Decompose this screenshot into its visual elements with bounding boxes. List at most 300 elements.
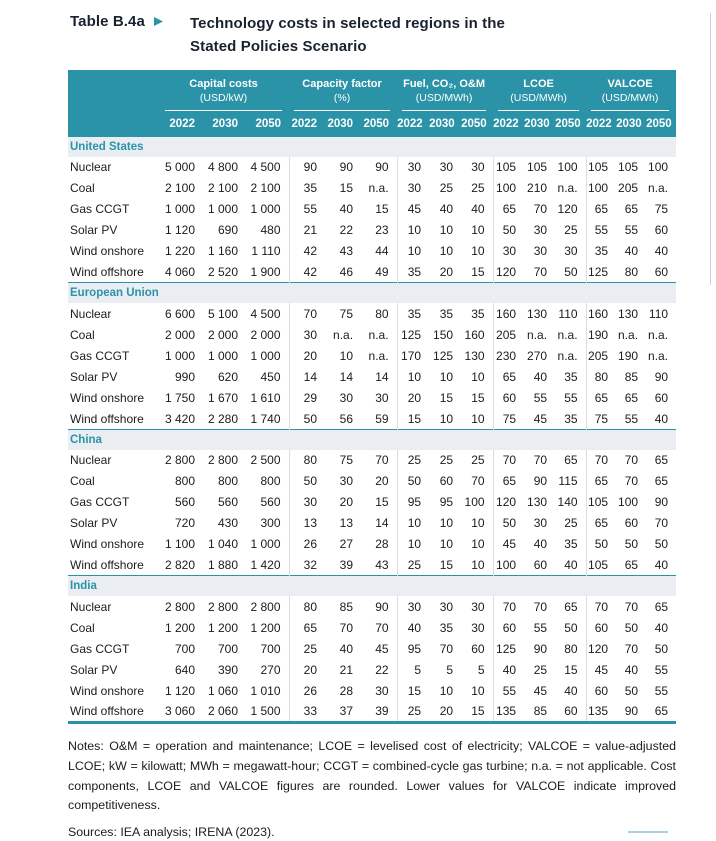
- table-row: [68, 241, 676, 262]
- value-cell: 65: [586, 471, 616, 492]
- value-cell: 46: [339, 265, 354, 280]
- column-group-unit: (USD/MWh): [510, 91, 567, 104]
- value-cell: 105: [586, 157, 616, 178]
- value-cell: 45: [493, 534, 524, 555]
- value-cell: 65: [564, 453, 578, 468]
- value-cell: 39: [339, 558, 354, 573]
- value-cell: 22: [375, 662, 389, 677]
- value-cell: 22: [339, 223, 354, 238]
- value-cell: 95: [439, 495, 454, 510]
- page-edge-line: [710, 13, 711, 285]
- column-group-name: Capital costs: [189, 78, 258, 90]
- value-cell: 14: [289, 366, 325, 387]
- value-cell: 1 750: [164, 390, 195, 405]
- value-cell: 50: [493, 220, 524, 241]
- value-cell: 60: [624, 516, 639, 531]
- value-cell: 2 500: [250, 453, 281, 468]
- value-cell: 560: [217, 495, 238, 510]
- value-cell: 70: [493, 596, 524, 617]
- year-header: 2022: [493, 111, 524, 137]
- value-cell: 30: [289, 324, 325, 345]
- value-cell: 800: [260, 474, 281, 489]
- value-cell: 1 000: [250, 348, 281, 363]
- value-cell: 20: [375, 474, 389, 489]
- table-row: [68, 450, 676, 471]
- value-cell: 14: [375, 369, 389, 384]
- year-header: 2030: [325, 111, 361, 137]
- row-label: Solar PV: [70, 223, 118, 238]
- value-cell: 80: [375, 306, 389, 321]
- value-cell: 35: [564, 537, 578, 552]
- value-cell: 55: [624, 411, 639, 426]
- value-cell: 65: [564, 599, 578, 614]
- value-cell: 120: [493, 262, 524, 283]
- value-cell: 390: [217, 662, 238, 677]
- value-cell: 26: [289, 680, 325, 701]
- value-cell: 690: [217, 223, 238, 238]
- row-label: Wind onshore: [70, 390, 145, 405]
- value-cell: 21: [289, 220, 325, 241]
- table-row: [68, 471, 676, 492]
- value-cell: 40: [654, 244, 669, 259]
- value-cell: 1 100: [164, 537, 195, 552]
- value-cell: 105: [618, 160, 639, 175]
- column-group-header: [160, 70, 289, 111]
- row-label: Nuclear: [70, 453, 112, 468]
- year-header: 2050: [361, 111, 397, 137]
- value-cell: 700: [174, 641, 195, 656]
- table-row: [68, 303, 676, 324]
- value-cell: 20: [397, 387, 429, 408]
- value-cell: 50: [289, 408, 325, 429]
- value-cell: 160: [586, 303, 616, 324]
- value-cell: 55: [654, 683, 669, 698]
- value-cell: 90: [533, 641, 548, 656]
- value-cell: 65: [586, 387, 616, 408]
- value-cell: 2 800: [164, 453, 195, 468]
- value-cell: 1 060: [207, 683, 238, 698]
- value-cell: 130: [527, 495, 548, 510]
- report-page: [0, 13, 716, 841]
- table-row: [68, 387, 676, 408]
- value-cell: 800: [174, 474, 195, 489]
- value-cell: 135: [586, 701, 616, 723]
- value-cell: 100: [648, 160, 669, 175]
- row-label: Solar PV: [70, 369, 118, 384]
- value-cell: 30: [289, 492, 325, 513]
- value-cell: 70: [533, 202, 548, 217]
- section-header-united-states: United States: [68, 137, 676, 157]
- value-cell: 65: [654, 599, 669, 614]
- value-cell: 15: [375, 495, 389, 510]
- value-cell: 55: [533, 620, 548, 635]
- value-cell: 2 000: [164, 327, 195, 342]
- value-cell: 25: [397, 555, 429, 576]
- row-label: Nuclear: [70, 160, 112, 175]
- year-header: 2030: [203, 111, 246, 137]
- value-cell: 39: [375, 704, 389, 719]
- value-cell: 110: [558, 306, 578, 321]
- value-cell: 30: [397, 596, 429, 617]
- value-cell: 20: [339, 495, 354, 510]
- row-label: Coal: [70, 327, 95, 342]
- value-cell: n.a.: [618, 327, 639, 342]
- value-cell: 50: [654, 537, 669, 552]
- value-cell: 5: [477, 662, 485, 677]
- value-cell: 30: [471, 160, 485, 175]
- value-cell: 29: [289, 387, 325, 408]
- table-row: [68, 701, 676, 723]
- value-cell: 15: [439, 558, 454, 573]
- value-cell: 25: [397, 701, 429, 723]
- value-cell: 40: [624, 244, 639, 259]
- year-header: 2050: [646, 111, 676, 137]
- table-row: [68, 199, 676, 220]
- column-group-name: Fuel, CO₂, O&M: [403, 78, 485, 90]
- value-cell: 105: [493, 157, 524, 178]
- value-cell: 1 420: [250, 558, 281, 573]
- value-cell: 130: [527, 306, 548, 321]
- value-cell: 15: [439, 390, 454, 405]
- value-cell: 60: [654, 265, 669, 280]
- row-label: Nuclear: [70, 599, 112, 614]
- value-cell: 55: [624, 223, 639, 238]
- value-cell: 70: [493, 450, 524, 471]
- value-cell: 1 670: [207, 390, 238, 405]
- value-cell: n.a.: [368, 348, 389, 363]
- value-cell: 5: [446, 662, 454, 677]
- value-cell: 55: [586, 220, 616, 241]
- value-cell: 70: [471, 474, 485, 489]
- value-cell: 2 800: [207, 599, 238, 614]
- value-cell: 49: [375, 265, 389, 280]
- value-cell: 1 200: [164, 620, 195, 635]
- table-row: [68, 408, 676, 429]
- value-cell: 65: [654, 453, 669, 468]
- table-caption: [70, 13, 630, 58]
- value-cell: 35: [439, 620, 454, 635]
- header-corner-cell: [68, 111, 160, 137]
- value-cell: 50: [586, 534, 616, 555]
- table-title: [190, 13, 505, 58]
- caption-arrow-icon: [153, 16, 164, 27]
- value-cell: 10: [397, 220, 429, 241]
- value-cell: 50: [493, 513, 524, 534]
- value-cell: 130: [464, 348, 485, 363]
- value-cell: 60: [586, 680, 616, 701]
- value-cell: 30: [471, 599, 485, 614]
- value-cell: 10: [471, 223, 485, 238]
- value-cell: 20: [289, 659, 325, 680]
- column-group-name: VALCOE: [607, 78, 653, 90]
- value-cell: 25: [439, 453, 454, 468]
- value-cell: 40: [654, 411, 669, 426]
- value-cell: 100: [618, 495, 639, 510]
- value-cell: 35: [564, 369, 578, 384]
- value-cell: 65: [289, 617, 325, 638]
- column-group-unit: (USD/kW): [199, 91, 248, 104]
- value-cell: 1 010: [250, 683, 281, 698]
- row-label: Gas CCGT: [70, 348, 130, 363]
- value-cell: 700: [217, 641, 238, 656]
- value-cell: 2 100: [164, 181, 195, 196]
- value-cell: n.a.: [557, 348, 578, 363]
- value-cell: 105: [586, 555, 616, 576]
- value-cell: 40: [493, 659, 524, 680]
- column-group-header: [493, 70, 586, 111]
- row-label: Coal: [70, 620, 95, 635]
- value-cell: 5 000: [164, 160, 195, 175]
- value-cell: 95: [397, 492, 429, 513]
- year-header: 2022: [397, 111, 429, 137]
- value-cell: 30: [397, 157, 429, 178]
- value-cell: 70: [339, 620, 354, 635]
- value-cell: 90: [654, 495, 669, 510]
- value-cell: 270: [527, 348, 548, 363]
- value-cell: 65: [624, 390, 639, 405]
- value-cell: 10: [397, 366, 429, 387]
- table-row: [68, 220, 676, 241]
- value-cell: 40: [564, 558, 578, 573]
- value-cell: 30: [339, 390, 354, 405]
- value-cell: 40: [471, 202, 485, 217]
- value-cell: 160: [464, 327, 485, 342]
- table-row: [68, 596, 676, 617]
- value-cell: 40: [654, 558, 669, 573]
- value-cell: 160: [493, 303, 524, 324]
- value-cell: 1 200: [207, 620, 238, 635]
- value-cell: 1 220: [164, 244, 195, 259]
- value-cell: 30: [439, 599, 454, 614]
- value-cell: 35: [586, 241, 616, 262]
- value-cell: 90: [289, 157, 325, 178]
- row-label: Wind offshore: [70, 558, 144, 573]
- value-cell: 42: [289, 241, 325, 262]
- value-cell: 35: [564, 411, 578, 426]
- value-cell: 40: [339, 202, 354, 217]
- value-cell: 15: [471, 704, 485, 719]
- value-cell: 140: [557, 495, 578, 510]
- value-cell: 65: [624, 558, 639, 573]
- table-container: [68, 70, 676, 724]
- value-cell: 50: [564, 620, 578, 635]
- value-cell: 10: [397, 241, 429, 262]
- value-cell: 80: [586, 366, 616, 387]
- value-cell: 56: [339, 411, 354, 426]
- value-cell: 30: [339, 474, 354, 489]
- row-label: Gas CCGT: [70, 495, 130, 510]
- value-cell: 1 000: [207, 348, 238, 363]
- year-header: 2030: [429, 111, 461, 137]
- value-cell: 20: [439, 265, 454, 280]
- year-header: 2022: [160, 111, 203, 137]
- value-cell: 85: [339, 599, 354, 614]
- table-row: [68, 534, 676, 555]
- year-header: 2030: [616, 111, 646, 137]
- value-cell: 70: [533, 599, 548, 614]
- value-cell: 37: [339, 704, 354, 719]
- value-cell: 150: [433, 327, 454, 342]
- value-cell: 450: [260, 369, 281, 384]
- value-cell: 2 000: [250, 327, 281, 342]
- value-cell: 205: [618, 181, 639, 196]
- value-cell: 35: [439, 306, 454, 321]
- value-cell: 25: [289, 638, 325, 659]
- value-cell: 190: [586, 324, 616, 345]
- value-cell: 10: [471, 537, 485, 552]
- technology-costs-table: [68, 70, 676, 724]
- year-header: 2050: [555, 111, 586, 137]
- value-cell: 50: [564, 265, 578, 280]
- value-cell: 100: [586, 178, 616, 199]
- value-cell: 60: [471, 641, 485, 656]
- column-group-name: LCOE: [523, 78, 554, 90]
- value-cell: 65: [493, 471, 524, 492]
- value-cell: 50: [397, 471, 429, 492]
- value-cell: 75: [654, 202, 669, 217]
- value-cell: n.a.: [648, 181, 669, 196]
- value-cell: n.a.: [648, 348, 669, 363]
- value-cell: 70: [375, 453, 389, 468]
- value-cell: 2 100: [207, 181, 238, 196]
- value-cell: 55: [289, 199, 325, 220]
- table-row: [68, 157, 676, 178]
- column-group-header: [586, 70, 676, 111]
- value-cell: 100: [493, 178, 524, 199]
- value-cell: 40: [339, 641, 354, 656]
- column-group-name: Capacity factor: [302, 78, 382, 90]
- value-cell: 1 110: [251, 244, 281, 259]
- value-cell: 65: [586, 513, 616, 534]
- value-cell: 80: [564, 641, 578, 656]
- value-cell: 190: [618, 348, 639, 363]
- value-cell: 55: [654, 662, 669, 677]
- value-cell: 1 880: [207, 558, 238, 573]
- value-cell: 135: [493, 701, 524, 723]
- value-cell: 3 060: [164, 704, 195, 719]
- value-cell: 25: [397, 450, 429, 471]
- value-cell: 1 160: [207, 244, 238, 259]
- value-cell: 80: [624, 265, 639, 280]
- value-cell: 70: [586, 450, 616, 471]
- value-cell: 205: [586, 345, 616, 366]
- page-corner-mark: [628, 831, 668, 833]
- value-cell: 90: [624, 704, 639, 719]
- value-cell: 85: [624, 369, 639, 384]
- value-cell: 1 000: [250, 537, 281, 552]
- value-cell: 2 280: [207, 411, 238, 426]
- value-cell: 270: [260, 662, 281, 677]
- value-cell: 105: [527, 160, 548, 175]
- value-cell: 60: [654, 223, 669, 238]
- value-cell: 90: [654, 369, 669, 384]
- value-cell: n.a.: [557, 327, 578, 342]
- value-cell: 2 100: [250, 181, 281, 196]
- value-cell: 45: [533, 683, 548, 698]
- value-cell: 10: [471, 244, 485, 259]
- value-cell: 70: [654, 516, 669, 531]
- value-cell: 2 800: [207, 453, 238, 468]
- value-cell: 10: [471, 683, 485, 698]
- value-cell: 40: [397, 617, 429, 638]
- value-cell: 13: [289, 513, 325, 534]
- value-cell: 25: [471, 181, 485, 196]
- header-corner-cell: [68, 70, 160, 111]
- value-cell: 40: [564, 683, 578, 698]
- value-cell: n.a.: [557, 181, 578, 196]
- value-cell: 70: [624, 641, 639, 656]
- value-cell: 2 000: [207, 327, 238, 342]
- value-cell: 15: [471, 390, 485, 405]
- value-cell: 110: [648, 306, 669, 321]
- value-cell: 55: [493, 680, 524, 701]
- value-cell: 430: [217, 516, 238, 531]
- value-cell: 70: [439, 641, 454, 656]
- value-cell: 13: [339, 516, 354, 531]
- year-header: 2050: [246, 111, 289, 137]
- value-cell: 65: [493, 366, 524, 387]
- value-cell: 10: [439, 244, 454, 259]
- value-cell: 60: [654, 390, 669, 405]
- value-cell: 120: [493, 492, 524, 513]
- value-cell: 210: [527, 181, 548, 196]
- value-cell: 65: [654, 704, 669, 719]
- value-cell: 1 610: [250, 390, 281, 405]
- value-cell: 27: [339, 537, 354, 552]
- value-cell: 40: [533, 537, 548, 552]
- value-cell: 75: [586, 408, 616, 429]
- value-cell: 44: [375, 244, 389, 259]
- value-cell: 14: [375, 516, 389, 531]
- value-cell: 40: [533, 369, 548, 384]
- table-row: [68, 638, 676, 659]
- value-cell: 75: [339, 453, 354, 468]
- row-label: Solar PV: [70, 516, 118, 531]
- value-cell: 2 060: [207, 704, 238, 719]
- table-row: [68, 659, 676, 680]
- value-cell: 60: [586, 617, 616, 638]
- value-cell: 25: [439, 181, 454, 196]
- value-cell: 40: [624, 662, 639, 677]
- table-row: [68, 366, 676, 387]
- table-row: [68, 324, 676, 345]
- value-cell: 170: [397, 345, 429, 366]
- value-cell: 30: [471, 620, 485, 635]
- value-cell: 60: [439, 474, 454, 489]
- section-header-china: China: [68, 429, 676, 450]
- value-cell: 120: [586, 638, 616, 659]
- value-cell: 35: [397, 262, 429, 283]
- column-group-unit: (USD/MWh): [601, 91, 659, 104]
- table-title-line1: Technology costs in selected regions in the: [190, 15, 505, 32]
- value-cell: 10: [439, 516, 454, 531]
- value-cell: 2 800: [250, 599, 281, 614]
- value-cell: 70: [289, 303, 325, 324]
- value-cell: 4 500: [250, 160, 281, 175]
- value-cell: 1 900: [250, 265, 281, 280]
- value-cell: 90: [375, 160, 389, 175]
- value-cell: 10: [471, 369, 485, 384]
- value-cell: 4 060: [164, 265, 195, 280]
- value-cell: 50: [289, 471, 325, 492]
- column-group-header: [397, 70, 493, 111]
- value-cell: 10: [439, 411, 454, 426]
- value-cell: 1 040: [207, 537, 238, 552]
- value-cell: 43: [339, 244, 354, 259]
- row-label: Wind offshore: [70, 265, 144, 280]
- sources-text: Sources: IEA analysis; IRENA (2023).: [68, 824, 275, 839]
- row-label: Wind onshore: [70, 683, 145, 698]
